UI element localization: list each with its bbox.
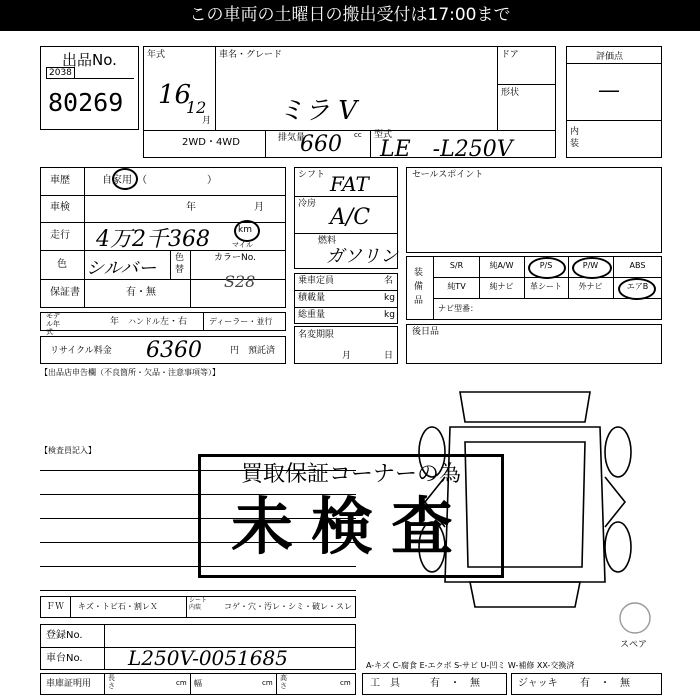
width-label: 幅: [194, 679, 202, 688]
mileage-value: 4万2千368: [96, 227, 210, 252]
equip-sr: S/R: [449, 261, 464, 270]
length-label: 長さ: [108, 674, 115, 690]
grade-label: 評価点: [596, 52, 624, 62]
model-year-label: モデル年式: [46, 312, 60, 336]
declaration-label: 【出品店申告欄（不良箇所・欠品・注意事項等）】: [40, 368, 220, 377]
airbag-circle: [618, 278, 656, 300]
drive-label: 2WD・4WD: [182, 137, 240, 148]
fw-label: ＦＷ: [46, 602, 65, 612]
name-change-month: 月: [342, 351, 352, 361]
inspection-label: 車検: [50, 202, 70, 213]
recycle-value: 6360: [146, 338, 202, 363]
private-use-circle: [112, 168, 138, 190]
name-grade-label: 車名・グレード: [219, 50, 283, 60]
mileage-label: 走行: [50, 230, 70, 241]
color-no-value: S28: [224, 272, 256, 291]
tools-value: 有 ・ 無: [430, 678, 480, 689]
name-grade-value: ミラ V: [278, 96, 358, 126]
after-items-label: 後日品: [412, 327, 440, 337]
dealer-label: ディーラー・並行: [209, 317, 273, 326]
color-label: 色: [57, 259, 67, 270]
month-unit: 月: [202, 116, 212, 126]
height-label: 高さ: [280, 674, 287, 690]
model-value: LE -L250V: [380, 137, 513, 162]
stamp-top-text: 買取保証コーナーの為: [240, 462, 461, 487]
equip-leather: 革シート: [530, 282, 562, 291]
model-year-unit: 年: [110, 317, 120, 327]
equip-pw: P/W: [582, 261, 599, 270]
lot-code: 2038: [46, 67, 75, 79]
name-change-day: 日: [384, 351, 394, 361]
shape-label: 形状: [501, 88, 520, 98]
recycle-unit: 円: [230, 346, 240, 356]
interior-label: 内装: [570, 127, 580, 149]
equip-abs: ABS: [629, 261, 646, 270]
chassis-value: L250V-0051685: [128, 646, 288, 670]
inspector-label: 【検査員記入】: [40, 446, 96, 455]
lot-label: 出品No.: [62, 51, 117, 69]
km-label: km: [238, 225, 252, 235]
garage-certificate-label: 車庫証明用: [46, 679, 92, 689]
warranty-value: 有・無: [126, 287, 156, 298]
shift-value: FAT: [330, 172, 369, 196]
cc-unit: cc: [354, 131, 362, 139]
tools-label: 工 具: [370, 678, 400, 689]
month-value: 12: [186, 98, 207, 117]
ps-circle: [528, 257, 566, 279]
deposit-label: 預託済: [248, 346, 276, 356]
seat-value: コゲ・穴・汚レ・シミ・破レ・スレ: [224, 602, 352, 611]
after-items-box: [406, 324, 662, 364]
pw-circle: [572, 257, 612, 279]
color-value: シルバー: [86, 258, 157, 279]
jack-label: ジャッキ: [518, 678, 558, 689]
equip-ps: P/S: [539, 261, 553, 270]
history-label: 車歴: [50, 175, 70, 186]
repaint-label: 色替: [175, 253, 185, 275]
height-unit: cm: [340, 679, 351, 687]
registration-label: 登録No.: [46, 630, 83, 641]
spare-label: スペア: [620, 640, 648, 650]
fuel-label: 燃料: [318, 236, 337, 246]
spare-tire-icon: [618, 601, 652, 635]
equip-navi: 純ナビ: [489, 282, 514, 291]
handle-value: 左・右: [160, 317, 188, 327]
weight-unit: kg: [384, 310, 395, 320]
sales-point-label: セールスポイント: [412, 170, 484, 180]
recycle-label: リサイクル料金: [50, 346, 112, 356]
fuel-value: ガソリン: [326, 246, 398, 267]
fw-value: キズ・トビ石・割レＸ: [78, 602, 158, 611]
ac-value: A/C: [330, 205, 371, 230]
capacity-unit: 名: [384, 276, 394, 286]
mile-label: マイル: [232, 241, 253, 249]
stamp-main-text: 未検査: [230, 490, 471, 563]
damage-legend: A-キズ C-腐食 E-エクボ S-サビ U-凹ミ W-補修 XX-交換済: [366, 661, 575, 670]
history-value: 自家用・（ ）: [102, 175, 217, 186]
jack-value: 有 ・ 無: [580, 678, 630, 689]
lot-number-value: 80269: [48, 88, 124, 117]
weight-label: 総重量: [298, 310, 326, 320]
km-circle: [234, 220, 260, 242]
displacement-value: 660: [300, 132, 342, 157]
length-unit: cm: [176, 679, 187, 687]
capacity-label: 乗車定員: [298, 276, 335, 286]
displacement-label: 排気量: [278, 133, 306, 143]
door-label: ドア: [501, 50, 519, 60]
navi-model-label: ナビ型番：: [438, 304, 478, 313]
width-unit: cm: [262, 679, 273, 687]
color-no-label: カラーNo.: [214, 253, 256, 263]
grade-value: —: [598, 78, 620, 103]
load-unit: kg: [384, 293, 395, 303]
year-value: 16: [158, 80, 192, 110]
equip-tv: 純TV: [447, 282, 466, 291]
shift-label: シフト: [298, 170, 326, 180]
top-banner: この車両の土曜日の搬出受付は17:00まで: [0, 0, 700, 31]
year-label: 年式: [147, 50, 166, 60]
equip-aw: 純A/W: [489, 261, 514, 270]
model-label: 型式: [374, 130, 393, 140]
ac-label: 冷房: [298, 199, 317, 209]
seat-label: シート内装: [189, 597, 208, 611]
chassis-label: 車台No.: [46, 653, 83, 664]
equip-ext-navi: 外ナビ: [578, 282, 603, 291]
inspection-month-unit: 月: [254, 202, 264, 213]
equipment-label: 装備品: [414, 268, 424, 306]
warranty-label: 保証書: [50, 287, 80, 298]
inspection-year-unit: 年: [186, 202, 196, 213]
handle-label: ハンドル: [128, 317, 160, 326]
load-label: 積載量: [298, 293, 326, 303]
equip-airbag: エアB: [626, 282, 649, 291]
name-change-label: 名変期限: [298, 330, 335, 340]
